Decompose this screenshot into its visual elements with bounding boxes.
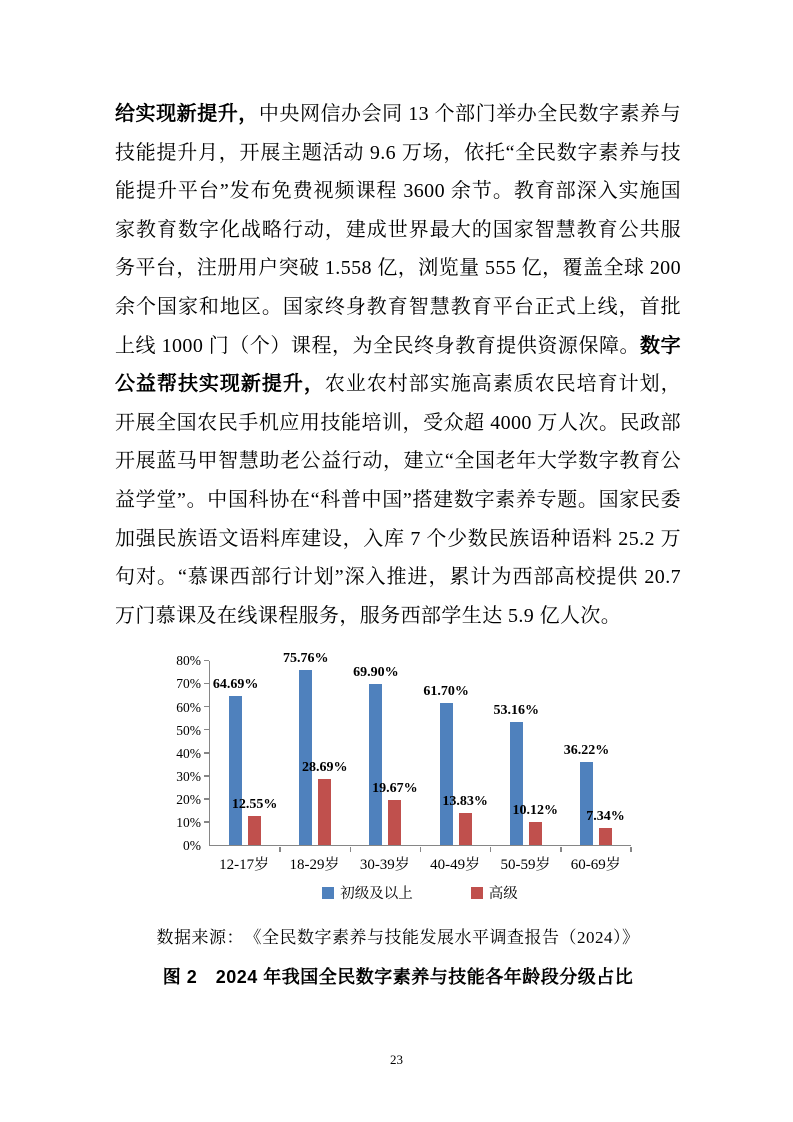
legend-swatch-icon xyxy=(471,887,483,899)
bar-value-label: 12.55% xyxy=(231,797,278,813)
y-tick-label: 50% xyxy=(176,722,201,738)
chart-y-axis xyxy=(161,653,209,854)
legend-label: 高级 xyxy=(488,886,518,903)
bold-text-segment: 给实现新提升， xyxy=(115,103,259,125)
chart-x-labels xyxy=(209,853,631,874)
bold-text-segment: 数字公益帮扶实现新提升， xyxy=(115,334,681,396)
bar-group xyxy=(421,661,491,845)
figure-caption: 图 2 2024 年我国全民数字素养与技能各年龄段分级占比 xyxy=(162,967,634,988)
bar-value-label: 75.76% xyxy=(283,651,329,667)
text-segment: 农业农村部实施高素质农民培育计划，开展全国农民手机应用技能培训，受众超 4000 万人次。民政部开展蓝马甲智慧助老公益行动，建立“全国老年大学数字教育公益学堂”。中国科协在“科普中国”搭建数字素养专题。国家民委加强民族语文语料库建设，入库 7 个少数民族语种语料 25.2 万句对。“慕课西部行计划”深入推进，累计为西部高校提供 20.7 万门慕课及在线课程服务，服务西部学生达 5.9 亿人次。 xyxy=(115,373,681,627)
x-tick-mark xyxy=(420,847,422,852)
advanced-level-bar xyxy=(302,760,348,845)
y-tick-label: 10% xyxy=(176,815,201,831)
y-tick-mark xyxy=(204,798,209,800)
bar-value-label: 61.70% xyxy=(423,683,469,699)
advanced-level-bar xyxy=(586,809,625,845)
advanced-level-bar xyxy=(372,780,418,846)
y-tick-mark xyxy=(204,683,209,685)
legend-label: 初级及以上 xyxy=(340,886,413,903)
text-segment: 中央网信办会同 13 个部门举办全民数字素养与技能提升月，开展主题活动 9.6 万场，依托“全民数字素养与技能提升平台”发布免费视频课程 3600 余节。教育部深入实施国家教育数字化战略行动，建成世界最大的国家智慧教育公共服务平台，注册用户突破 1.558 亿，浏览量 555 亿，覆盖全球 200 余个国家和地区。国家终身教育智慧教育平台正式上线，首批上线 1000 门（个）课程，为全民终身教育提供资源保障。 xyxy=(115,103,681,357)
chart-plot-row xyxy=(161,651,631,854)
bar-value-label: 36.22% xyxy=(563,742,610,758)
x-axis-label: 18-29岁 xyxy=(289,857,340,874)
y-tick-label: 30% xyxy=(176,768,201,784)
y-tick-label: 0% xyxy=(183,838,201,854)
x-axis-label: 50-59岁 xyxy=(500,857,551,874)
y-tick-mark xyxy=(204,775,209,777)
bar-group xyxy=(491,661,561,845)
bar-group xyxy=(210,661,280,845)
x-axis-label: 40-49岁 xyxy=(430,857,481,874)
chart-legend xyxy=(209,882,631,903)
y-tick-label: 20% xyxy=(176,792,201,808)
legend-item xyxy=(471,882,518,903)
x-tick-mark xyxy=(279,847,281,852)
bar-group xyxy=(561,661,631,845)
bar-value-label: 10.12% xyxy=(512,802,559,818)
body-paragraph xyxy=(115,95,681,635)
y-tick-label: 70% xyxy=(176,676,201,692)
bar-value-label: 19.67% xyxy=(372,780,418,796)
x-tick-mark xyxy=(630,847,632,852)
y-tick-label: 80% xyxy=(176,653,201,669)
x-axis-label: 30-39岁 xyxy=(359,857,410,874)
y-tick-mark xyxy=(204,729,209,731)
advanced-level-bar xyxy=(442,794,488,845)
legend-item xyxy=(322,882,413,903)
advanced-level-bar xyxy=(512,802,559,845)
bar-value-label: 28.69% xyxy=(302,760,348,776)
page-number: 23 xyxy=(390,1052,403,1067)
bar-value-label: 7.34% xyxy=(586,809,625,825)
bar-value-label: 13.83% xyxy=(442,794,488,810)
bar-value-label: 64.69% xyxy=(212,676,259,692)
legend-swatch-icon xyxy=(322,887,334,899)
advanced-level-bar xyxy=(231,797,278,845)
x-axis-label: 60-69岁 xyxy=(570,857,621,874)
y-tick-mark xyxy=(204,821,209,823)
y-tick-mark xyxy=(204,706,209,708)
x-tick-mark xyxy=(350,847,352,852)
y-tick-label: 40% xyxy=(176,745,201,761)
y-tick-label: 60% xyxy=(176,699,201,715)
x-axis-label: 12-17岁 xyxy=(219,857,270,874)
x-tick-mark xyxy=(490,847,492,852)
bar-group xyxy=(350,661,420,845)
bar-value-label: 53.16% xyxy=(493,703,540,719)
bar-group xyxy=(280,651,350,845)
bar-value-label: 69.90% xyxy=(353,664,399,680)
chart-plot xyxy=(209,651,631,846)
y-tick-mark xyxy=(204,752,209,754)
x-tick-mark xyxy=(560,847,562,852)
y-tick-mark xyxy=(204,660,209,662)
bar-chart xyxy=(161,651,631,903)
data-source-line: 数据来源： 《全民数字素养与技能发展水平调查报告（2024）》 xyxy=(156,928,640,948)
page-content xyxy=(115,95,681,989)
